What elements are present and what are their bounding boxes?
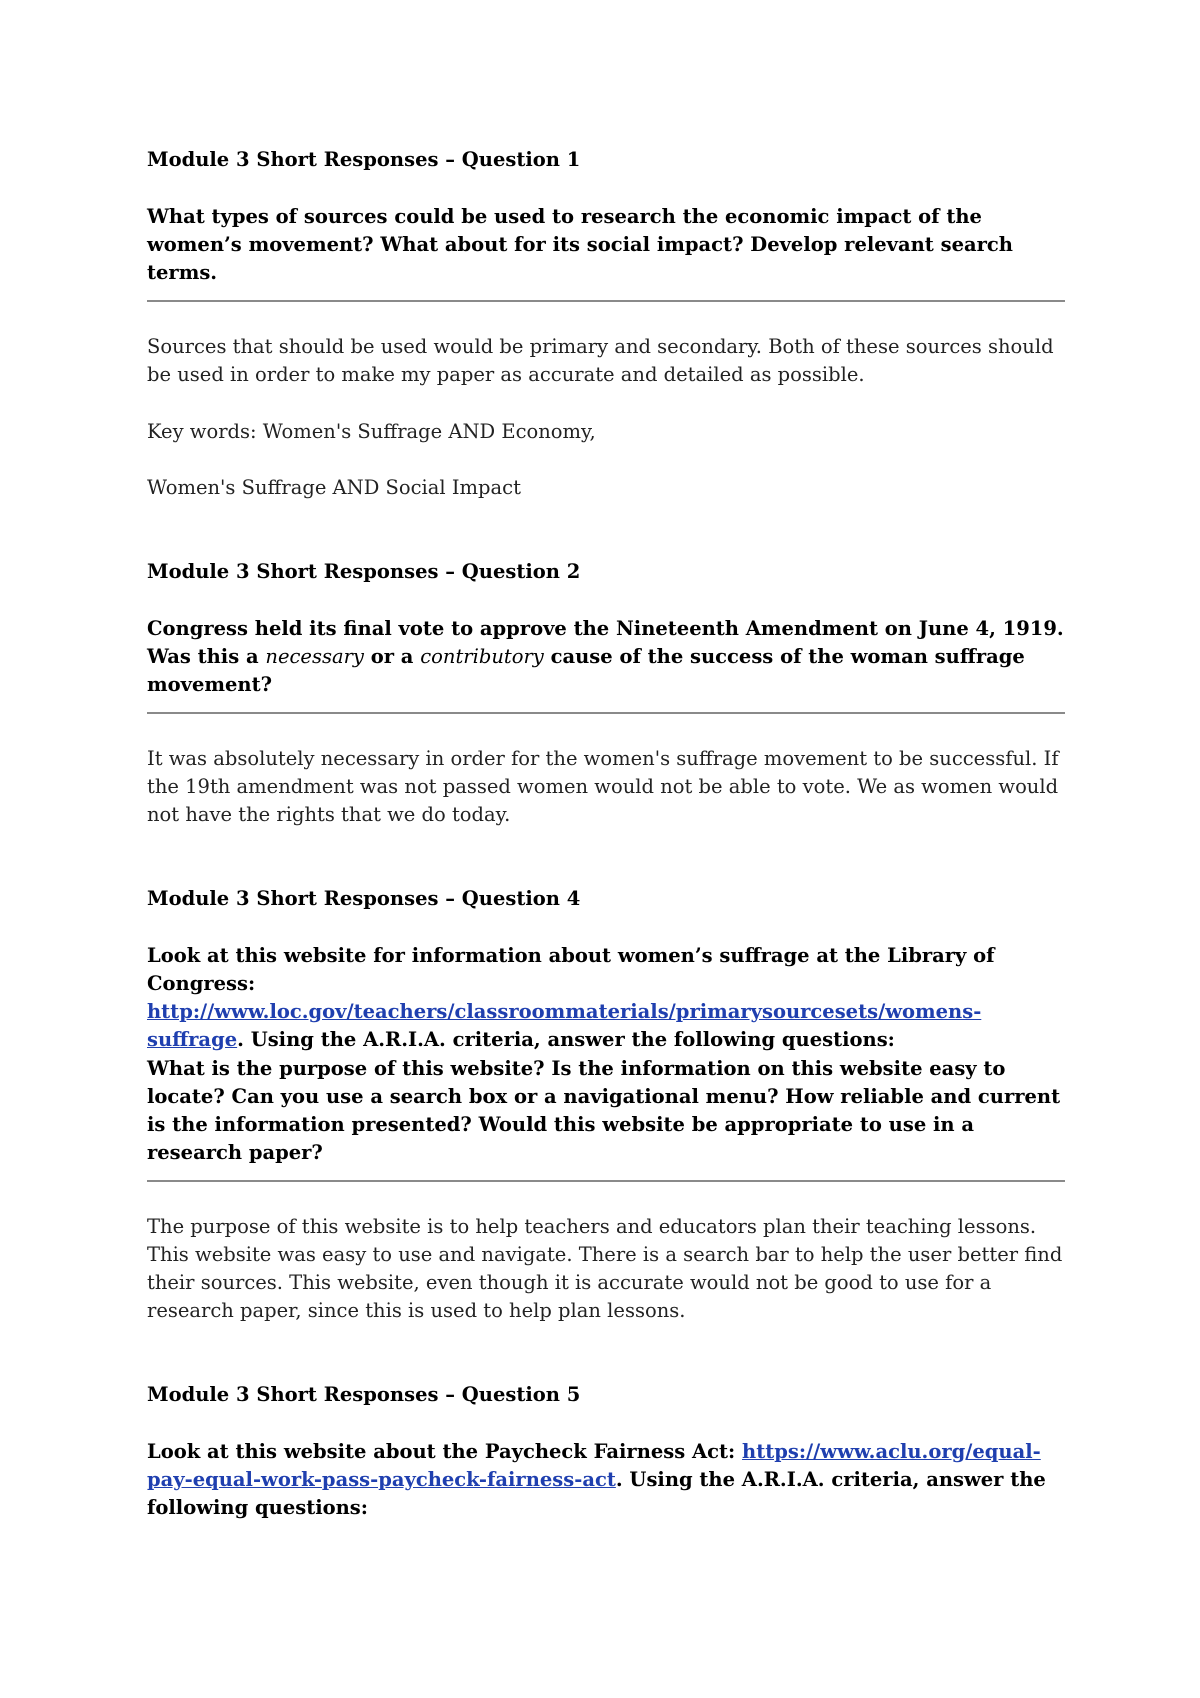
q5-prompt-part-a: Look at this website about the Paycheck Fairness Act: — [147, 1440, 743, 1463]
q5-prompt-part-b: . Using the A.R.I.A. criteria, answer the following questions: — [147, 1468, 1046, 1519]
q2-answer: It was absolutely necessary in order for the women's suffrage movement to be successful. If the 19th amendment was not passed women would not be able to vote. We as women would not have the rights that we do today. — [147, 747, 1059, 826]
q4-loc-link[interactable]: http://www.loc.gov/teachers/classroommaterials/primarysourcesets/womens-suffrage — [147, 1000, 982, 1051]
q1-keywords-line1: Key words: Women's Suffrage AND Economy, — [147, 420, 596, 443]
q4-prompt — [147, 942, 1067, 1054]
q2-prompt-part-b: or a — [363, 645, 421, 668]
q2-divider — [147, 712, 1065, 714]
q4-prompt-questions: What is the purpose of this website? Is the information on this website easy to locate? Can you use a search box or a navigational menu? How reliable and current is the information presented? Would this website be appropriate to use in a research paper? — [147, 1057, 1061, 1164]
q1-heading: Module 3 Short Responses – Question 1 — [147, 148, 581, 171]
q4-prompt-part-b: . Using the A.R.I.A. criteria, answer the following questions: — [237, 1028, 895, 1051]
q2-prompt-part-c: cause of the success of the woman suffrage movement? — [147, 645, 1025, 696]
q1-keywords-line2: Women's Suffrage AND Social Impact — [147, 476, 521, 499]
q1-answer-paragraph: Sources that should be used would be primary and secondary. Both of these sources should be used in order to make my paper as accurate and detailed as possible. — [147, 335, 1054, 386]
q5-aclu-link[interactable]: https://www.aclu.org/equal-pay-equal-work-pass-paycheck-fairness-act — [147, 1440, 1041, 1491]
q4-divider — [147, 1180, 1065, 1182]
q1-prompt: What types of sources could be used to research the economic impact of the women’s movement? What about for its social impact? Develop relevant search terms. — [147, 205, 1013, 284]
q4-heading: Module 3 Short Responses – Question 4 — [147, 887, 581, 910]
q4-answer: The purpose of this website is to help teachers and educators plan their teaching lessons. This website was easy to use and navigate. There is a search bar to help the user better find their sources. This website, even though it is accurate would not be good to use for a research paper, since this is used to help plan lessons. — [147, 1215, 1063, 1322]
q2-heading: Module 3 Short Responses – Question 2 — [147, 560, 581, 583]
q4-prompt-part-a: Look at this website for information about women’s suffrage at the Library of Congress: — [147, 944, 995, 995]
q1-divider — [147, 300, 1065, 302]
q2-prompt-italic-contributory: contributory — [420, 645, 544, 668]
q5-prompt — [147, 1438, 1067, 1522]
q2-prompt-italic-necessary: necessary — [265, 645, 364, 668]
q2-prompt — [147, 615, 1067, 699]
q5-heading: Module 3 Short Responses – Question 5 — [147, 1383, 581, 1406]
q2-prompt-part-a: Congress held its final vote to approve the Nineteenth Amendment on June 4, 1919. Was this a — [147, 617, 1064, 668]
